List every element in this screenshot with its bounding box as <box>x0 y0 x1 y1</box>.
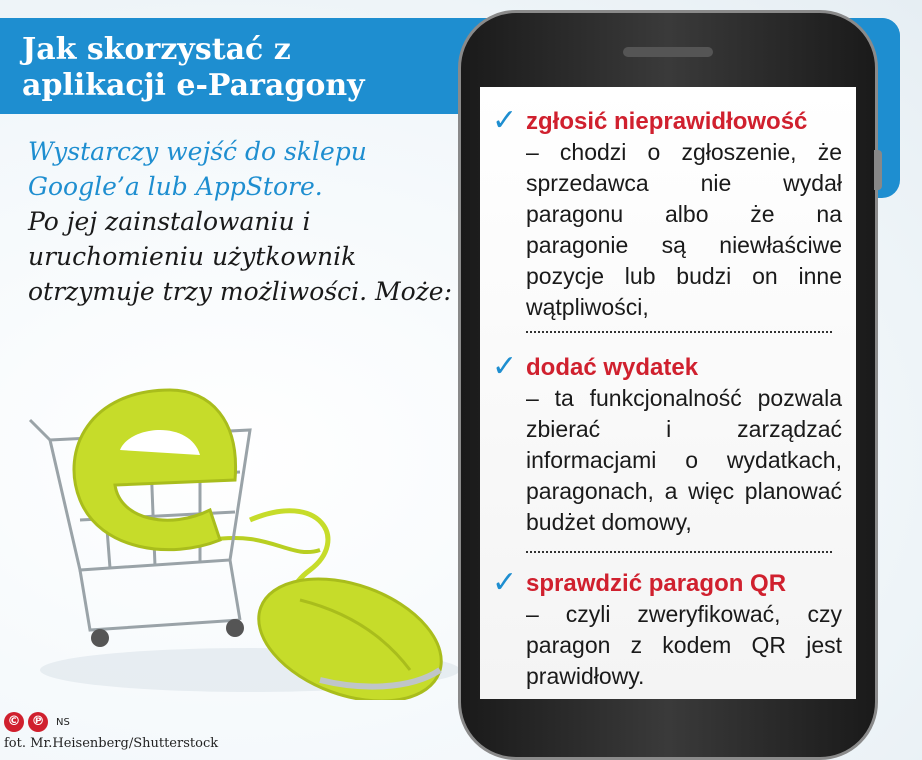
dotted-divider <box>526 331 832 333</box>
option-description: – chodzi o zgłoszenie, że sprzedawca nie wydał paragonu albo że na paragonie są niewłaściwe pozycje lub budzi on inne wątpliwości, <box>526 139 842 320</box>
intro-highlight: Wystarczy wejść do sklepu Google’a lub AppStore. <box>28 137 367 201</box>
page-title: Jak skorzystać z aplikacji e-Paragony <box>22 32 365 103</box>
cart-wheel <box>91 629 109 647</box>
e-letter-icon <box>74 390 236 550</box>
author-initials: NS <box>56 716 70 728</box>
copyright-icon: © <box>4 712 24 732</box>
intro-body: Po jej zainstalowaniu i uruchomieniu użytkownik otrzymuje trzy możliwości. Może: <box>28 207 453 306</box>
checkmark-icon: ✓ <box>492 349 518 384</box>
photo-credit: fot. Mr.Heisenberg/Shutterstock <box>4 736 219 751</box>
option-description: – ta funkcjonalność pozwala zbierać i zarządzać informacjami o wydatkach, paragonach, a więc planować budżet domowy, <box>526 385 842 535</box>
p-icon: ℗ <box>28 712 48 732</box>
shopping-cart-mouse-illustration <box>20 370 460 700</box>
publisher-logos <box>4 712 218 732</box>
phone-side-button <box>874 150 882 190</box>
option-heading: zgłosić nieprawidłowość <box>526 108 808 135</box>
dotted-divider <box>526 551 832 553</box>
intro-text <box>28 134 458 309</box>
option-description: – czyli zweryfikować, czy paragon z kodem QR jest prawidłowy. <box>526 601 842 689</box>
credits <box>4 712 218 751</box>
option-heading: sprawdzić paragon QR <box>526 570 787 597</box>
phone-screen <box>480 87 856 699</box>
option-heading: dodać wydatek <box>526 354 699 381</box>
speaker-grille <box>623 47 713 57</box>
cart-wheel <box>226 619 244 637</box>
checkmark-icon: ✓ <box>492 565 518 600</box>
checkmark-icon: ✓ <box>492 103 518 138</box>
